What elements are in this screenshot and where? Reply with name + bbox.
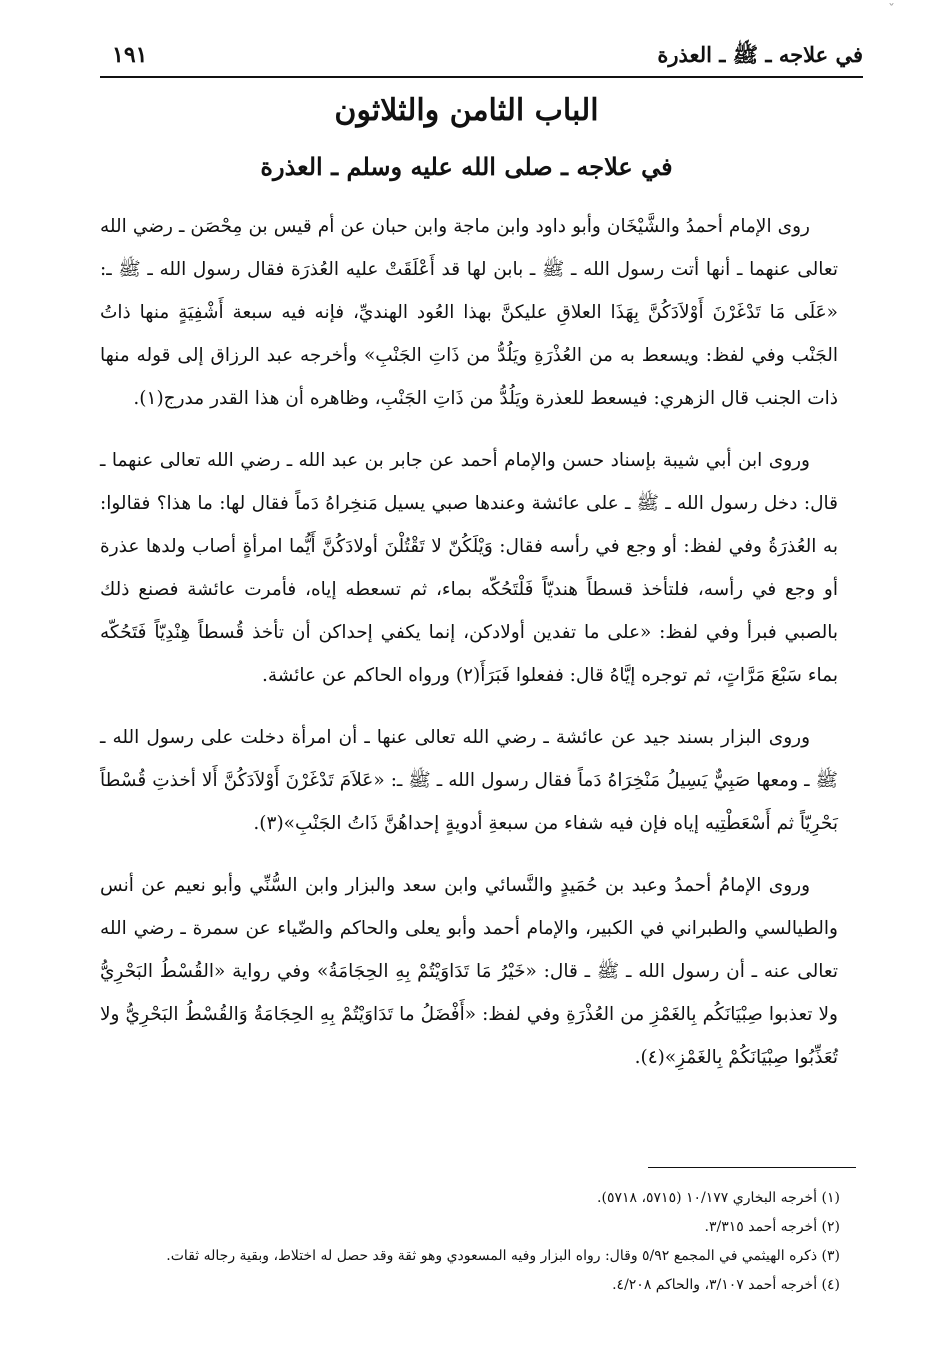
paragraph-1: روى الإمام أحمدُ والشَّيْخَان وأبو داود وابن ماجة وابن حبان عن أم قيس بن مِحْصَن ـ رضي الله تعالى عنهما ـ أنها أتت رسول الله ـ ﷺ ـ بابن لها قد أَعْلَقَتْ عليه العُذرَة فقال رسول الله ـ ﷺ ـ: «عَلَى مَا تَدْغَرْنَ أَوْلاَدَكُنَّ بِهَذَا العلاقِ عليكنَّ بهذا العُود الهنديِّ، فإنه فيه سبعة أَشْفِيَةٍ منها ذاتُ الجَنْب وفي لفظ: ويسعط به من العُذْرَةِ ويَلُدُّ من ذَاتِ الجَنْبِ» وأخرجه عبد الرزاق إلى قوله منها ذات الجنب قال الزهري: فيسعط للعذرة ويَلُدُّ من ذَاتِ الجَنْبِ، وظاهره أن هذا القدر مدرج(١).: [100, 216, 838, 409]
corner-mark-icon: ˇ: [888, 2, 895, 18]
footnote-1: (١) أخرجه البخاري ١٠/١٧٧ (٥٧١٥، ٥٧١٨).: [597, 1190, 840, 1206]
footnotes: [100, 1184, 840, 1300]
footnote-rule: [648, 1167, 856, 1168]
footnote-3: (٣) ذكره الهيثمي في المجمع ٥/٩٢ وقال: رواه البزار وفيه المسعودي وهو ثقة وقد حصل له اختلاط، وبقية رجاله ثقات.: [166, 1248, 840, 1264]
paragraph-3: وروى البزار بسند جيد عن عائشة ـ رضي الله تعالى عنها ـ أن امرأة دخلت على رسول الله ـ ﷺ ـ ومعها صَبِيٌّ يَسِيلُ مَنْخِرَاهُ دَماً فقال رسول الله ـ ﷺ ـ: «عَلاَمَ تَدْغَرْنَ أَوْلاَدَكُنَّ أَلا أخذتِ قُسْطاً بَحْرِيّاً ثم أَسْعَطْتِيه إياه فإن فيه شفاء من سبعةِ أدويةٍ إحداهُنَّ ذَاتُ الجَنْبِ»(٣).: [100, 727, 838, 834]
running-head-title: في علاجه ـ ﷺ ـ العذرة: [657, 42, 863, 67]
footnote-2: (٢) أخرجه أحمد ٣/٣١٥.: [704, 1219, 840, 1235]
paragraph-4: وروى الإمامُ أحمدُ وعبد بن حُمَيدٍ والنَّسائي وابن سعد والبزار وابن السُّنِّي وأبو نعيم عن أنس والطيالسي والطبراني في الكبير، والإمام أحمد وأبو يعلى والحاكم والضّياء عن سمرة ـ رضي الله تعالى عنه ـ أن رسول الله ـ ﷺ ـ قال: «خَيْرُ مَا تَدَاوَيْتُمْ بِهِ الحِجَامَةُ» وفي رواية «القُسْطُ البَحْرِيُّ ولا تعذبوا صِبْيَانَكُم بِالغَمْزِ من العُذْرَةِ وفي لفظ: «أَفْضَلُ ما تَدَاوَيْتُمْ بِهِ الحِجَامَةُ وَالقُسْطُ البَحْرِيُّ ولا تُعَذِّبُوا صِبْيَانَكُمْ بِالغَمْزِ»(٤).: [100, 875, 838, 1068]
paragraph-2: وروى ابن أبي شيبة بإسناد حسن والإمام أحمد عن جابر بن عبد الله ـ رضي الله تعالى عنهما ـ قال: دخل رسول الله ـ ﷺ ـ على عائشة وعندها صبي يسيل مَنخِراهُ دَماً فقال لها: ما هذا؟ فقالوا: به العُذرَةُ وفي لفظ: أو وجع في رأسه فقال: وَيْلَكُنّ لا تَقْتُلْنَ أولادَكُنَّ أَيُّما امرأةٍ أصاب ولدها عذرة أو وجع في رأسه، فلتأخذ قسطاً هنديّاً فَلْتَحُكّه بماء، ثم تسعطه إياه، فأمرت عائشة فصنع ذلك بالصبي فبرأ وفي لفظ: «على ما تفدين أولادكن، إنما يكفي إحداكن أن تأخذ قُسطاً هِنْدِيّاً فَتَحُكّه بماء سَبْعَ مَرَّاتٍ، ثم توجره إيَّاهُ قال: ففعلوا فَبَرَأَ(٢) ورواه الحاكم عن عائشة.: [100, 450, 838, 686]
body-text: [100, 205, 838, 1098]
chapter-title: الباب الثامن والثلاثون: [334, 93, 599, 128]
header-rule: [100, 76, 863, 78]
running-head: [100, 42, 863, 82]
footnote-4: (٤) أخرجه أحمد ٣/١٠٧، والحاكم ٤/٢٠٨.: [612, 1277, 840, 1293]
chapter-subtitle: في علاجه ـ صلى الله عليه وسلم ـ العذرة: [260, 152, 673, 181]
page-number: ١٩١: [112, 42, 148, 68]
